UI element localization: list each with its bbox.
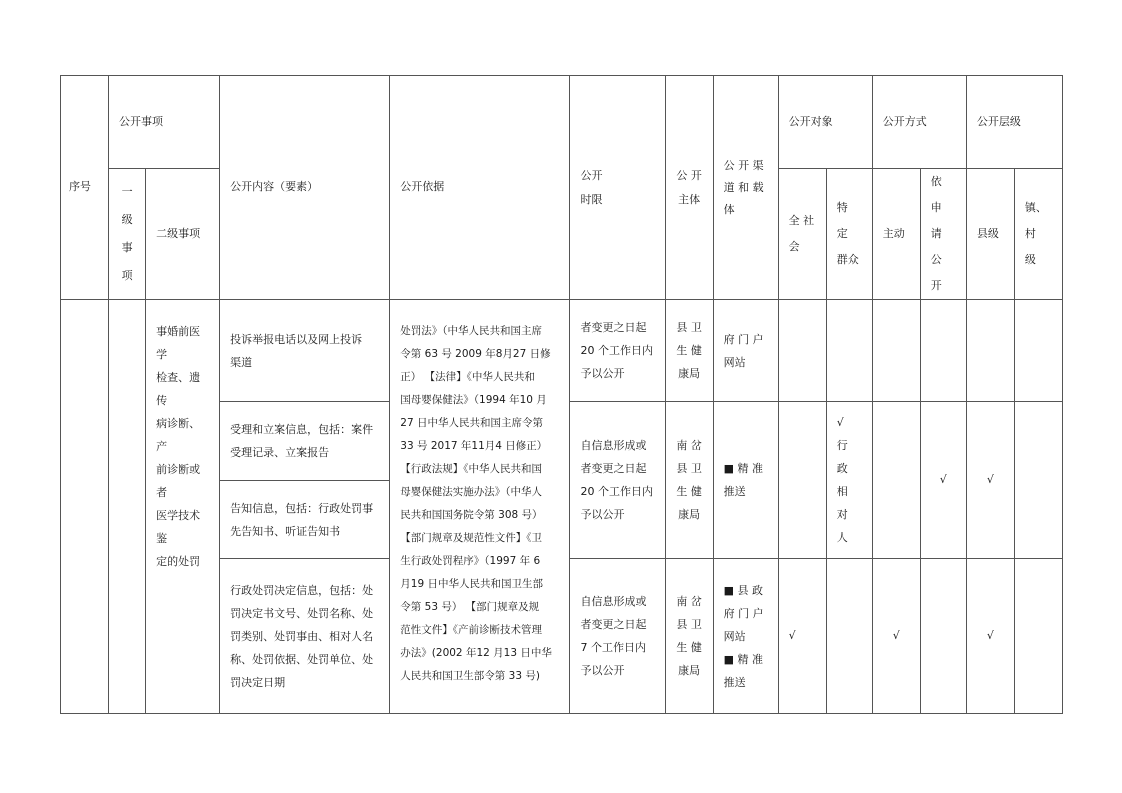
disclosure-table	[60, 75, 1063, 714]
header-content: 公开内容（要素）	[220, 76, 390, 300]
header-method-active: 主动	[872, 169, 920, 300]
channel-cell: 府 门 户 网站	[713, 300, 778, 402]
level-county-cell: √	[966, 559, 1014, 714]
subject-cell: 南 岔 县 卫 生 健 康局	[665, 559, 713, 714]
method-active-cell	[872, 300, 920, 402]
header-method-apply: 依 申 请 公 开	[920, 169, 966, 300]
header-basis: 公开依据	[390, 76, 570, 300]
header-subject: 公 开 主体	[665, 76, 713, 300]
time-limit-cell: 者变更之日起 20 个工作日内 予以公开	[570, 300, 665, 402]
header-method: 公开方式	[872, 76, 966, 169]
content-cell: 告知信息，包括：行政处罚事 先告知书、听证告知书	[220, 481, 390, 559]
level-town-cell	[1014, 402, 1062, 559]
level-town-cell	[1014, 300, 1062, 402]
header-level2: 二级事项	[146, 169, 220, 300]
target-all-cell: √	[778, 559, 826, 714]
header-level-county: 县级	[966, 169, 1014, 300]
header-target-specific: 特 定 群众	[826, 169, 872, 300]
level2-item: 事婚前医学 检查、遗传 病诊断、产 前诊断或者 医学技术鉴 定的处罚	[146, 300, 220, 714]
header-channel: 公 开 渠 道 和 载 体	[713, 76, 778, 300]
header-seq: 序号	[61, 76, 109, 300]
method-active-cell	[872, 402, 920, 559]
target-all-cell	[778, 300, 826, 402]
channel-cell: ■ 县 政 府 门 户 网站 ■ 精 准 推送	[713, 559, 778, 714]
target-specific-cell: √ 行 政 相 对 人	[826, 402, 872, 559]
header-level: 公开层级	[966, 76, 1062, 169]
content-cell: 行政处罚决定信息，包括：处 罚决定书文号、处罚名称、处 罚类别、处罚事由、相对人名 称、处罚依据、处罚单位、处 罚决定日期	[220, 559, 390, 714]
channel-cell: ■ 精 准 推送	[713, 402, 778, 559]
content-cell: 受理和立案信息，包括：案件 受理记录、立案报告	[220, 402, 390, 481]
seq-cell	[61, 300, 109, 714]
target-specific-cell	[826, 559, 872, 714]
time-limit-cell: 自信息形成或 者变更之日起 20 个工作日内 予以公开	[570, 402, 665, 559]
header-target: 公开对象	[778, 76, 872, 169]
method-apply-cell	[920, 559, 966, 714]
subject-cell: 县 卫 生 健 康局	[665, 300, 713, 402]
method-active-cell: √	[872, 559, 920, 714]
header-target-all: 全 社 会	[778, 169, 826, 300]
header-level-town: 镇、 村 级	[1014, 169, 1062, 300]
level-county-cell	[966, 300, 1014, 402]
method-apply-cell: √	[920, 402, 966, 559]
time-limit-cell: 自信息形成或 者变更之日起 7 个工作日内 予以公开	[570, 559, 665, 714]
basis-cell: 处罚法》（中华人民共和国主席 令第 63 号 2009 年8月27 日修 正） 【法律】《中华人民共和 国母婴保健法》（1994 年10 月 27 日中华人民共和国主席令第 33 号 2017 年11月4 日修正） 【行政法规】《中华人民共和国 母婴保健法实施办法》（中华人 民共和国国务院令第 308 号） 【部门规章及规范性文件】《卫 生行政处罚程序》（1997 年 6 月19 日中华人民共和国卫生部 令第 53 号） 【部门规章及规 范性文件】《产前诊断技术管理 办法》(2002 年12 月13 日中华 人民共和国卫生部令第 33 号)	[390, 300, 570, 714]
header-time-limit: 公开 时限	[570, 76, 665, 300]
content-cell: 投诉举报电话以及网上投诉 渠道	[220, 300, 390, 402]
target-specific-cell	[826, 300, 872, 402]
level-county-cell: √	[966, 402, 1014, 559]
target-all-cell	[778, 402, 826, 559]
level1-cell	[109, 300, 146, 714]
header-items: 公开事项	[109, 76, 220, 169]
level-town-cell	[1014, 559, 1062, 714]
method-apply-cell	[920, 300, 966, 402]
header-level1: 一 级 事 项	[109, 169, 146, 300]
subject-cell: 南 岔 县 卫 生 健 康局	[665, 402, 713, 559]
